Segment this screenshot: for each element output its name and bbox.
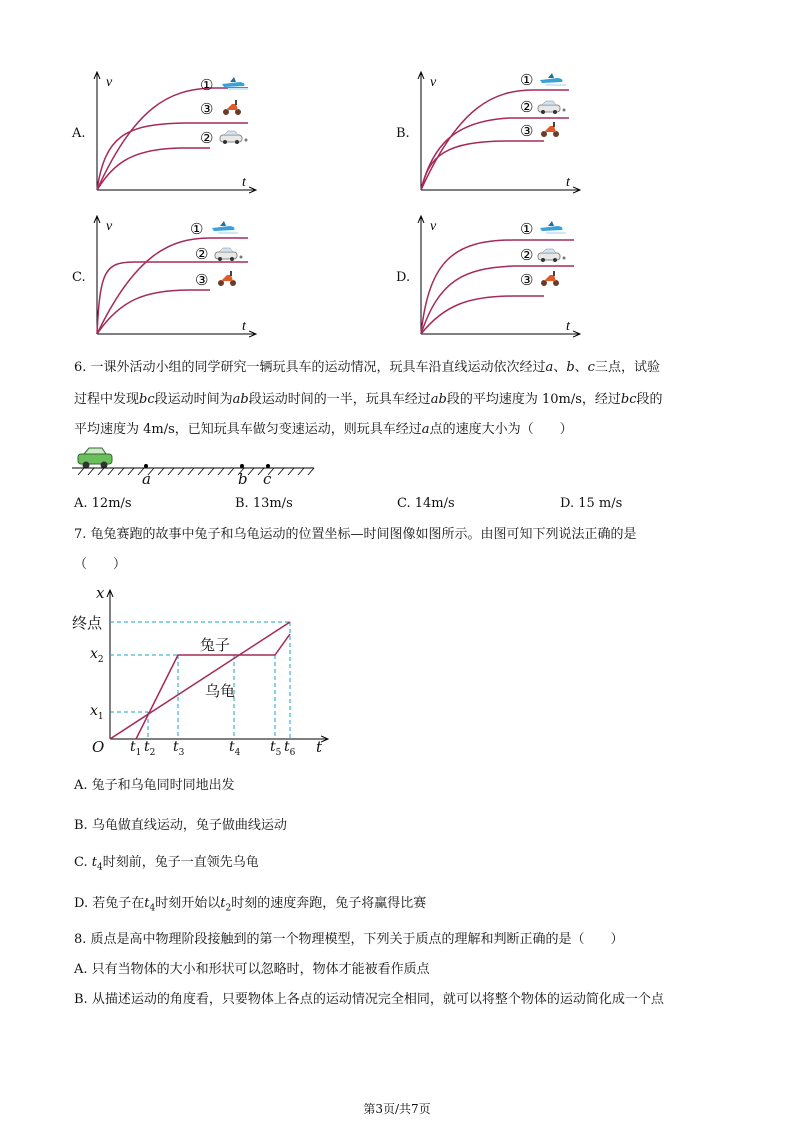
label-c: c [263, 470, 272, 488]
car-icon [220, 131, 248, 144]
label-1: ① [200, 78, 214, 94]
option-label: D. [396, 270, 411, 285]
q6-option-a[interactable]: A. 12m/s [74, 496, 132, 511]
q8-option-a[interactable]: A. 只有当物体的大小和形状可以忽略时，物体才能被看作质点 [74, 962, 430, 977]
label-2: ② [520, 100, 534, 116]
label-1: ① [190, 222, 204, 238]
q6-option-b[interactable]: B. 13m/s [235, 496, 293, 511]
point-c [266, 464, 270, 468]
curve-3 [97, 290, 210, 334]
page-footer: 第3页/共7页 [363, 1102, 431, 1116]
q5-graph-c [60, 210, 270, 340]
rabbit-label: 兔子 [200, 636, 231, 654]
q6-line-2: 过程中发现bc段运动时间为ab段运动时间的一半，玩具车经过ab段的平均速度为 10m/s，经过bc段的 [74, 392, 663, 407]
q7-paren: （ ） [74, 557, 127, 572]
axis-x-label: x [96, 584, 105, 602]
label-1: ① [520, 73, 534, 89]
q8-option-b[interactable]: B. 从描述运动的角度看，只要物体上各点的运动情况完全相同，就可以将整个物体的运动简化成一个点 [74, 992, 664, 1007]
car-icon [538, 249, 566, 262]
airplane-icon [212, 221, 238, 234]
t2-label: $t_2$ [144, 739, 156, 758]
q5-graph-b [384, 66, 594, 196]
label-2: ② [520, 248, 534, 264]
label-1: ① [520, 222, 534, 238]
track-hatching [78, 468, 314, 475]
point-b [240, 464, 244, 468]
t1-label: $t_1$ [130, 739, 142, 758]
label-2: ③ [200, 102, 214, 118]
t-axis-label: t [242, 175, 246, 190]
curve-2 [421, 118, 569, 190]
label-3: ③ [520, 273, 534, 289]
label-a: a [142, 470, 151, 488]
q7-option-c[interactable]: C. $t_4$时刻前，兔子一直领先乌龟 [74, 855, 259, 873]
turtle-label: 乌龟 [205, 682, 236, 700]
t5-label: $t_5$ [270, 739, 282, 758]
label-2: ② [195, 247, 209, 263]
t-axis-label: t [566, 175, 570, 190]
t-axis-label: t [242, 319, 246, 334]
q8-stem: 8. 质点是高中物理阶段接触到的第一个物理模型，下列关于质点的理解和判断正确的是（ ） [74, 932, 624, 947]
x1-label: $x_1$ [90, 703, 104, 722]
car-icon [538, 101, 566, 114]
t3-label: $t_3$ [173, 739, 185, 758]
curve-3 [97, 123, 248, 190]
x2-label: $x_2$ [90, 646, 104, 665]
t-axis-label: t [566, 319, 570, 334]
q7-stem: 7. 龟兔赛跑的故事中兔子和乌龟运动的位置坐标—时间图像如图所示。由图可知下列说法正确的是 [74, 527, 637, 542]
q6-option-c[interactable]: C. 14m/s [397, 496, 455, 511]
origin-label: O [92, 738, 105, 756]
q5-graph-d [384, 210, 594, 340]
q6-line-1: 6. 一课外活动小组的同学研究一辆玩具车的运动情况，玩具车沿直线运动依次经过a、b、c三点，试验 [74, 360, 660, 375]
q7-xt-graph [70, 582, 340, 766]
q5-graph-a [60, 66, 270, 196]
graph-b-svg [384, 66, 594, 196]
graph-a-svg [60, 66, 270, 196]
option-label: B. [396, 126, 410, 141]
option-label: A. [72, 126, 86, 141]
label-3: ② [200, 131, 214, 147]
scooter-icon [223, 100, 241, 115]
curve-2 [97, 148, 210, 190]
t4-label: $t_4$ [229, 739, 241, 758]
q7-option-b[interactable]: B. 乌龟做直线运动，兔子做曲线运动 [74, 818, 287, 833]
airplane-icon [540, 221, 566, 234]
label-b: b [238, 470, 248, 488]
point-a [144, 464, 148, 468]
label-3: ③ [195, 273, 209, 289]
t6-label: $t_6$ [284, 739, 296, 758]
v-axis-label: v [106, 219, 113, 234]
scooter-icon [541, 271, 559, 286]
car-icon [215, 248, 243, 261]
scooter-icon [218, 271, 236, 286]
airplane-icon [540, 73, 566, 86]
v-axis-label: v [430, 75, 437, 90]
q6-line-3: 平均速度为 4m/s，已知玩具车做匀变速运动，则玩具车经过a点的速度大小为（ ） [74, 422, 573, 437]
curve-3 [421, 296, 544, 334]
v-axis-label: v [430, 219, 437, 234]
option-label: C. [72, 270, 86, 285]
q6-track-figure [72, 446, 322, 486]
axis-t-label: t [316, 738, 323, 756]
v-axis-label: v [106, 75, 113, 90]
finish-label: 终点 [72, 614, 103, 632]
q6-option-d[interactable]: D. 15 m/s [560, 496, 623, 511]
q7-option-a[interactable]: A. 兔子和乌龟同时同地出发 [74, 778, 235, 793]
graph-c-svg [60, 210, 270, 340]
label-3: ③ [520, 124, 534, 140]
curve-2 [97, 262, 248, 334]
q7-option-d[interactable]: D. 若兔子在$t_4$时刻开始以$t_2$时刻的速度奔跑，兔子将赢得比赛 [74, 896, 427, 914]
scooter-icon [541, 122, 559, 137]
toy-car-icon [78, 448, 112, 469]
graph-d-svg [384, 210, 594, 340]
